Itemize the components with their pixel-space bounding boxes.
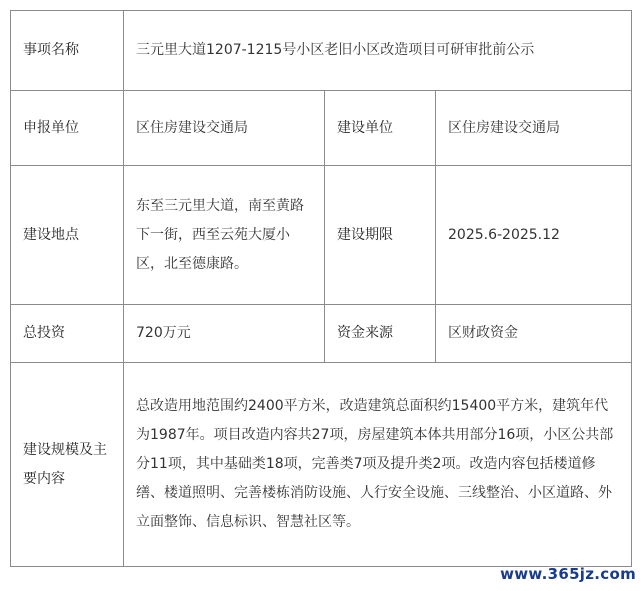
row-scope <box>11 363 632 567</box>
value-period: 2025.6-2025.12 <box>436 166 632 305</box>
label-investment: 总投资 <box>11 305 124 363</box>
value-item-name: 三元里大道1207-1215号小区老旧小区改造项目可研审批前公示 <box>124 11 632 91</box>
label-item-name: 事项名称 <box>11 11 124 91</box>
row-investment <box>11 305 632 363</box>
value-scope: 总改造用地范围约2400平方米，改造建筑总面积约15400平方米，建筑年代为1987年。项目改造内容共27项，房屋建筑本体共用部分16项，小区公共部分11项，其中基础类18项，完善类7项及提升类2项。改造内容包括楼道修缮、楼道照明、完善楼栋消防设施、人行安全设施、三线整治、小区道路、外立面整饰、信息标识、智慧社区等。 <box>124 363 632 567</box>
label-fund-source: 资金来源 <box>325 305 436 363</box>
value-fund-source: 区财政资金 <box>436 305 632 363</box>
value-construction-unit: 区住房建设交通局 <box>436 91 632 166</box>
row-declaring-unit <box>11 91 632 166</box>
value-location: 东至三元里大道，南至黄路下一街，西至云苑大厦小区，北至德康路。 <box>124 166 325 305</box>
label-scope: 建设规模及主要内容 <box>11 363 124 567</box>
label-location: 建设地点 <box>11 166 124 305</box>
row-location <box>11 166 632 305</box>
label-declaring-unit: 申报单位 <box>11 91 124 166</box>
value-investment: 720万元 <box>124 305 325 363</box>
label-construction-unit: 建设单位 <box>325 91 436 166</box>
label-period: 建设期限 <box>325 166 436 305</box>
value-declaring-unit: 区住房建设交通局 <box>124 91 325 166</box>
project-notice-table <box>10 10 632 567</box>
row-item-name <box>11 11 632 91</box>
site-watermark: www.365jz.com <box>500 565 636 583</box>
